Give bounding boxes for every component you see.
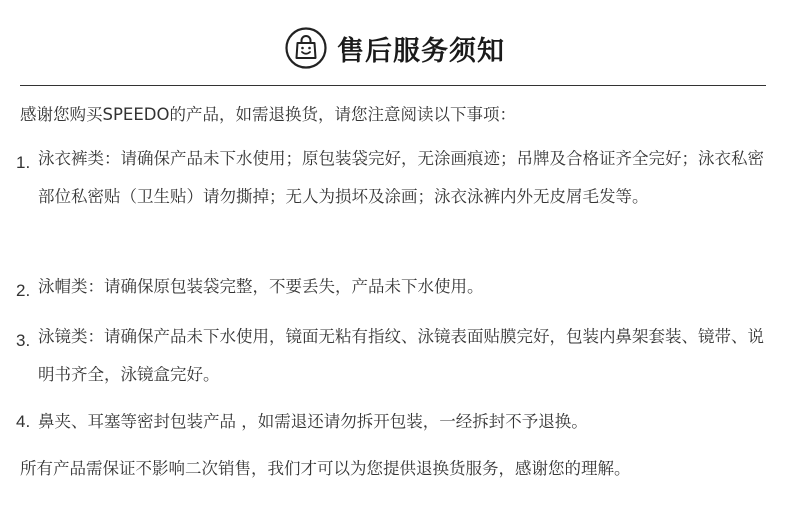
item-text: 泳镜类：请确保产品未下水使用，镜面无粘有指纹、泳镜表面贴膜完好，包装内鼻架套装、镜带、说明书齐全，泳镜盒完好。 xyxy=(38,327,764,384)
page-title: 售后服务须知 xyxy=(337,35,505,67)
intro-text: 感谢您购买SPEEDO的产品，如需退换货，请您注意阅读以下事项： xyxy=(20,105,516,124)
shopping-bag-smile-icon xyxy=(285,27,327,69)
footer-text: 所有产品需保证不影响二次销售，我们才可以为您提供退换货服务，感谢您的理解。 xyxy=(20,459,631,478)
item-number: 3. xyxy=(16,331,31,350)
item-number: 4. xyxy=(16,412,31,431)
notice-item-2 xyxy=(16,268,776,306)
title-divider xyxy=(20,85,766,86)
notice-item-4 xyxy=(16,403,776,441)
item-number: 2. xyxy=(16,281,31,300)
notice-item-1 xyxy=(16,140,776,216)
notice-item-3 xyxy=(16,318,776,394)
item-text: 泳帽类：请确保原包装袋完整，不要丢失，产品未下水使用。 xyxy=(38,277,484,296)
item-text: 鼻夹、耳塞等密封包装产品 ，如需退还请勿拆开包装，一经拆封不予退换。 xyxy=(38,412,588,431)
header xyxy=(0,24,790,72)
item-number: 1. xyxy=(16,153,31,172)
item-text: 泳衣裤类：请确保产品未下水使用；原包装袋完好，无涂画痕迹；吊牌及合格证齐全完好；泳衣私密部位私密贴（卫生贴）请勿撕掉；无人为损坏及涂画；泳衣泳裤内外无皮屑毛发等。 xyxy=(38,149,764,206)
